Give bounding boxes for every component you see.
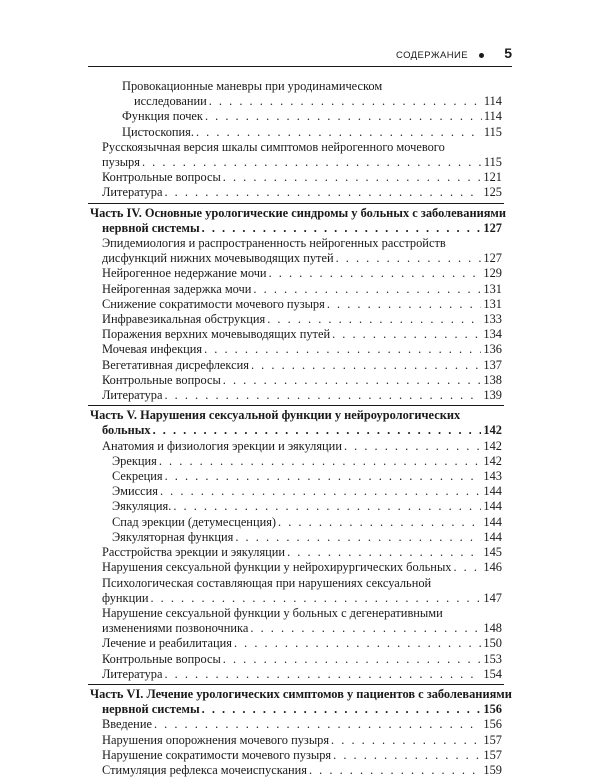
dot-leader [154,717,481,732]
toc-entry[interactable] [90,388,502,403]
dot-leader [202,221,482,236]
dot-leader [331,733,481,748]
toc-entry-title: больных [102,423,151,438]
toc-entry[interactable] [90,484,502,499]
toc-part-heading[interactable] [90,205,507,221]
toc-entry-page: 115 [483,124,502,139]
toc-entry-title: Контрольные вопросы [102,651,221,666]
toc-entry-page: 156 [483,717,502,732]
toc-entry[interactable] [90,358,502,373]
toc-entry[interactable] [90,454,502,469]
toc-entry[interactable] [90,652,502,667]
toc-entry[interactable] [90,560,502,575]
toc-entry-title: Литература [102,388,163,403]
toc-entry[interactable] [90,717,502,732]
toc-entry-title: Анатомия и физиология эрекции и эякуляции [102,438,342,453]
toc-entry-title: пузыря [102,155,140,170]
toc-entry[interactable] [90,763,502,778]
dot-leader [153,423,482,438]
dot-leader [278,515,481,530]
toc-entry-page: 133 [483,312,502,327]
toc-entry-page: 142 [483,453,502,468]
toc-entry[interactable] [90,499,502,514]
section-divider [88,405,504,406]
dot-leader [267,312,481,327]
toc-entry-page: 147 [483,590,502,605]
dot-leader [253,282,481,297]
toc-entry-title: Русскоязычная версия шкалы симптомов нейрогенного мочевого [102,139,445,154]
toc-entry-title: Снижение сократимости мочевого пузыря [102,296,325,311]
toc-entry-title: Провокационные маневры при уродинамическом [122,79,383,93]
toc-entry-page: 121 [483,170,502,185]
toc-entry-title: Лечение и реабилитация [102,636,232,651]
dot-leader [223,652,482,667]
toc-entry-title: исследовании [134,94,207,109]
toc-entry-title: Контрольные вопросы [102,372,221,387]
toc-entry-title: дисфункций нижних мочевыводящих путей [102,251,334,266]
toc-entry-page: 144 [483,484,502,499]
toc-entry[interactable] [90,373,502,388]
toc-entry[interactable] [90,469,502,484]
dot-leader [159,454,482,469]
toc-entry-page: 143 [483,469,502,484]
toc-entry-page: 125 [483,185,502,200]
toc-entry-title: Инфравезикальная обструкция [102,312,266,327]
toc-part-heading[interactable] [90,221,502,236]
dot-leader [269,266,482,281]
toc-entry-page: 114 [483,94,502,109]
dot-leader [251,358,481,373]
toc-entry-title: Нарушения сексуальной функции у нейрохирургических больных [102,560,452,575]
toc-part-heading[interactable] [90,423,502,438]
toc-entry[interactable] [90,170,502,185]
toc-entry-title: Литература [102,185,163,200]
dot-leader [164,185,481,200]
toc-entry[interactable] [90,282,502,297]
toc-entry-page: 136 [483,342,502,357]
toc-entry-title: Нейрогенная задержка мочи [102,281,252,296]
toc-entry[interactable] [90,236,502,251]
bullet-icon [479,53,484,58]
toc-entry-title: нервной системы [102,220,200,235]
dot-leader [234,636,481,651]
toc-entry[interactable] [90,576,502,591]
section-divider [88,203,504,204]
toc-entry-title: Поражения верхних мочевыводящих путей [102,327,331,342]
dot-leader [204,342,481,357]
toc-entry[interactable] [90,545,502,560]
dot-leader [223,373,482,388]
dot-leader [333,748,481,763]
toc-entry-page: 157 [483,732,502,747]
toc-entry-page: 138 [483,372,502,387]
toc-entry-title: Стимуляция рефлекса мочеиспускания [102,762,307,777]
toc-entry-page: 131 [483,296,502,311]
toc-entry-page: 137 [483,357,502,372]
table-of-contents [90,79,512,778]
toc-entry[interactable] [90,297,502,312]
toc-entry-title: Функция почек [122,109,203,124]
toc-entry[interactable] [90,439,502,454]
toc-entry-title: функции [102,590,149,605]
toc-entry[interactable] [90,748,502,763]
toc-entry-title: Секреция [112,469,163,484]
toc-entry[interactable] [90,530,502,545]
dot-leader [309,763,481,778]
toc-entry-title: Вегетативная дисрефлексия [102,357,249,372]
section-divider [88,684,504,685]
toc-entry-page: 153 [483,651,502,666]
toc-entry-page: 134 [483,327,502,342]
toc-entry[interactable] [90,94,502,109]
toc-entry-title: изменениями позвоночника [102,621,249,636]
toc-entry-page: 148 [483,621,502,636]
running-header [0,44,600,64]
toc-entry-title: Эякуляторная функция [112,529,234,544]
toc-entry-page: 127 [483,251,502,266]
dot-leader [453,560,481,575]
toc-entry-page: 114 [483,109,502,124]
toc-entry-page: 145 [483,545,502,560]
toc-entry-title: Эмиссия [112,484,158,499]
dot-leader [165,469,482,484]
toc-entry[interactable] [90,109,502,124]
toc-entry-title: Нарушение сексуальной функции у больных с дегенеративными [102,605,443,620]
toc-entry-page: 131 [483,281,502,296]
toc-entry[interactable] [90,733,502,748]
toc-entry-title: Эпидемиология и распространенность нейрогенных расстройств [102,236,446,251]
toc-entry[interactable] [90,636,502,651]
toc-part-heading[interactable] [90,408,502,423]
toc-entry[interactable] [90,140,502,155]
toc-entry[interactable] [90,125,502,140]
dot-leader [150,591,481,606]
toc-entry-title: Введение [102,717,152,732]
toc-entry-page: 144 [483,514,502,529]
dot-leader [327,297,482,312]
toc-entry[interactable] [90,251,502,266]
toc-entry-page: 142 [483,438,502,453]
toc-entry-title: Нарушения опорожнения мочевого пузыря [102,732,330,747]
toc-entry-page: 154 [483,666,502,681]
toc-entry[interactable] [90,342,502,357]
toc-entry-title: нервной системы [102,702,200,717]
dot-leader [205,109,482,124]
toc-entry-page: 150 [483,636,502,651]
dot-leader [164,388,481,403]
toc-entry-title: Расстройства эрекции и эякуляции [102,545,286,560]
toc-part-heading[interactable] [90,702,502,717]
toc-entry-page: 144 [483,499,502,514]
toc-entry-title: Часть VI. Лечение урологических симптомов у пациентов с заболеваниями [90,686,512,701]
toc-entry-page: 115 [483,155,502,170]
toc-entry-title: Мочевая инфекция [102,342,203,357]
header-rule [88,66,512,67]
dot-leader [344,439,481,454]
toc-entry[interactable] [90,79,502,94]
toc-entry-page: 159 [483,762,502,777]
toc-entry-page: 142 [483,423,502,438]
toc-entry-page: 144 [483,529,502,544]
toc-entry-title: Психологическая составляющая при нарушениях сексуальной [102,575,432,590]
toc-entry[interactable] [90,621,502,636]
toc-entry[interactable] [90,606,502,621]
dot-leader [223,170,482,185]
toc-entry-page: 146 [483,560,502,575]
dot-leader [209,94,482,109]
dot-leader [160,484,481,499]
dot-leader [164,667,481,682]
dot-leader [173,499,481,514]
toc-entry-page: 156 [483,702,502,717]
toc-entry-title: Нарушение сократимости мочевого пузыря [102,747,332,762]
dot-leader [142,155,482,170]
toc-entry-title: Литература [102,666,163,681]
dot-leader [202,702,482,717]
toc-part-heading[interactable] [90,686,512,702]
toc-entry-page: 157 [483,747,502,762]
toc-entry-page: 129 [483,266,502,281]
toc-entry-title: Спад эрекции (детумесценция) [112,514,277,529]
toc-entry-title: Часть V. Нарушения сексуальной функции у нейроурологических [90,408,461,423]
toc-entry-title: Эрекция [112,453,157,468]
toc-entry[interactable] [90,667,502,682]
dot-leader [196,125,482,140]
section-title: СОДЕРЖАНИЕ [396,50,468,61]
toc-entry[interactable] [90,185,502,200]
toc-entry[interactable] [90,591,502,606]
dot-leader [336,251,482,266]
toc-entry[interactable] [90,515,502,530]
dot-leader [287,545,481,560]
toc-entry[interactable] [90,155,502,170]
dot-leader [250,621,481,636]
toc-entry-page: 127 [483,220,502,235]
toc-entry-title: Цистоскопия. [122,124,194,139]
toc-entry[interactable] [90,327,502,342]
toc-entry-title: Контрольные вопросы [102,170,221,185]
toc-entry[interactable] [90,312,502,327]
page-number: 5 [504,45,512,61]
toc-entry-title: Эякуляция. [112,499,172,514]
toc-entry-title: Нейрогенное недержание мочи [102,266,267,281]
dot-leader [235,530,481,545]
toc-entry-page: 139 [483,388,502,403]
toc-entry[interactable] [90,266,502,281]
toc-entry-title: Часть IV. Основные урологические синдромы у больных с заболеваниями [90,205,507,220]
dot-leader [332,327,481,342]
